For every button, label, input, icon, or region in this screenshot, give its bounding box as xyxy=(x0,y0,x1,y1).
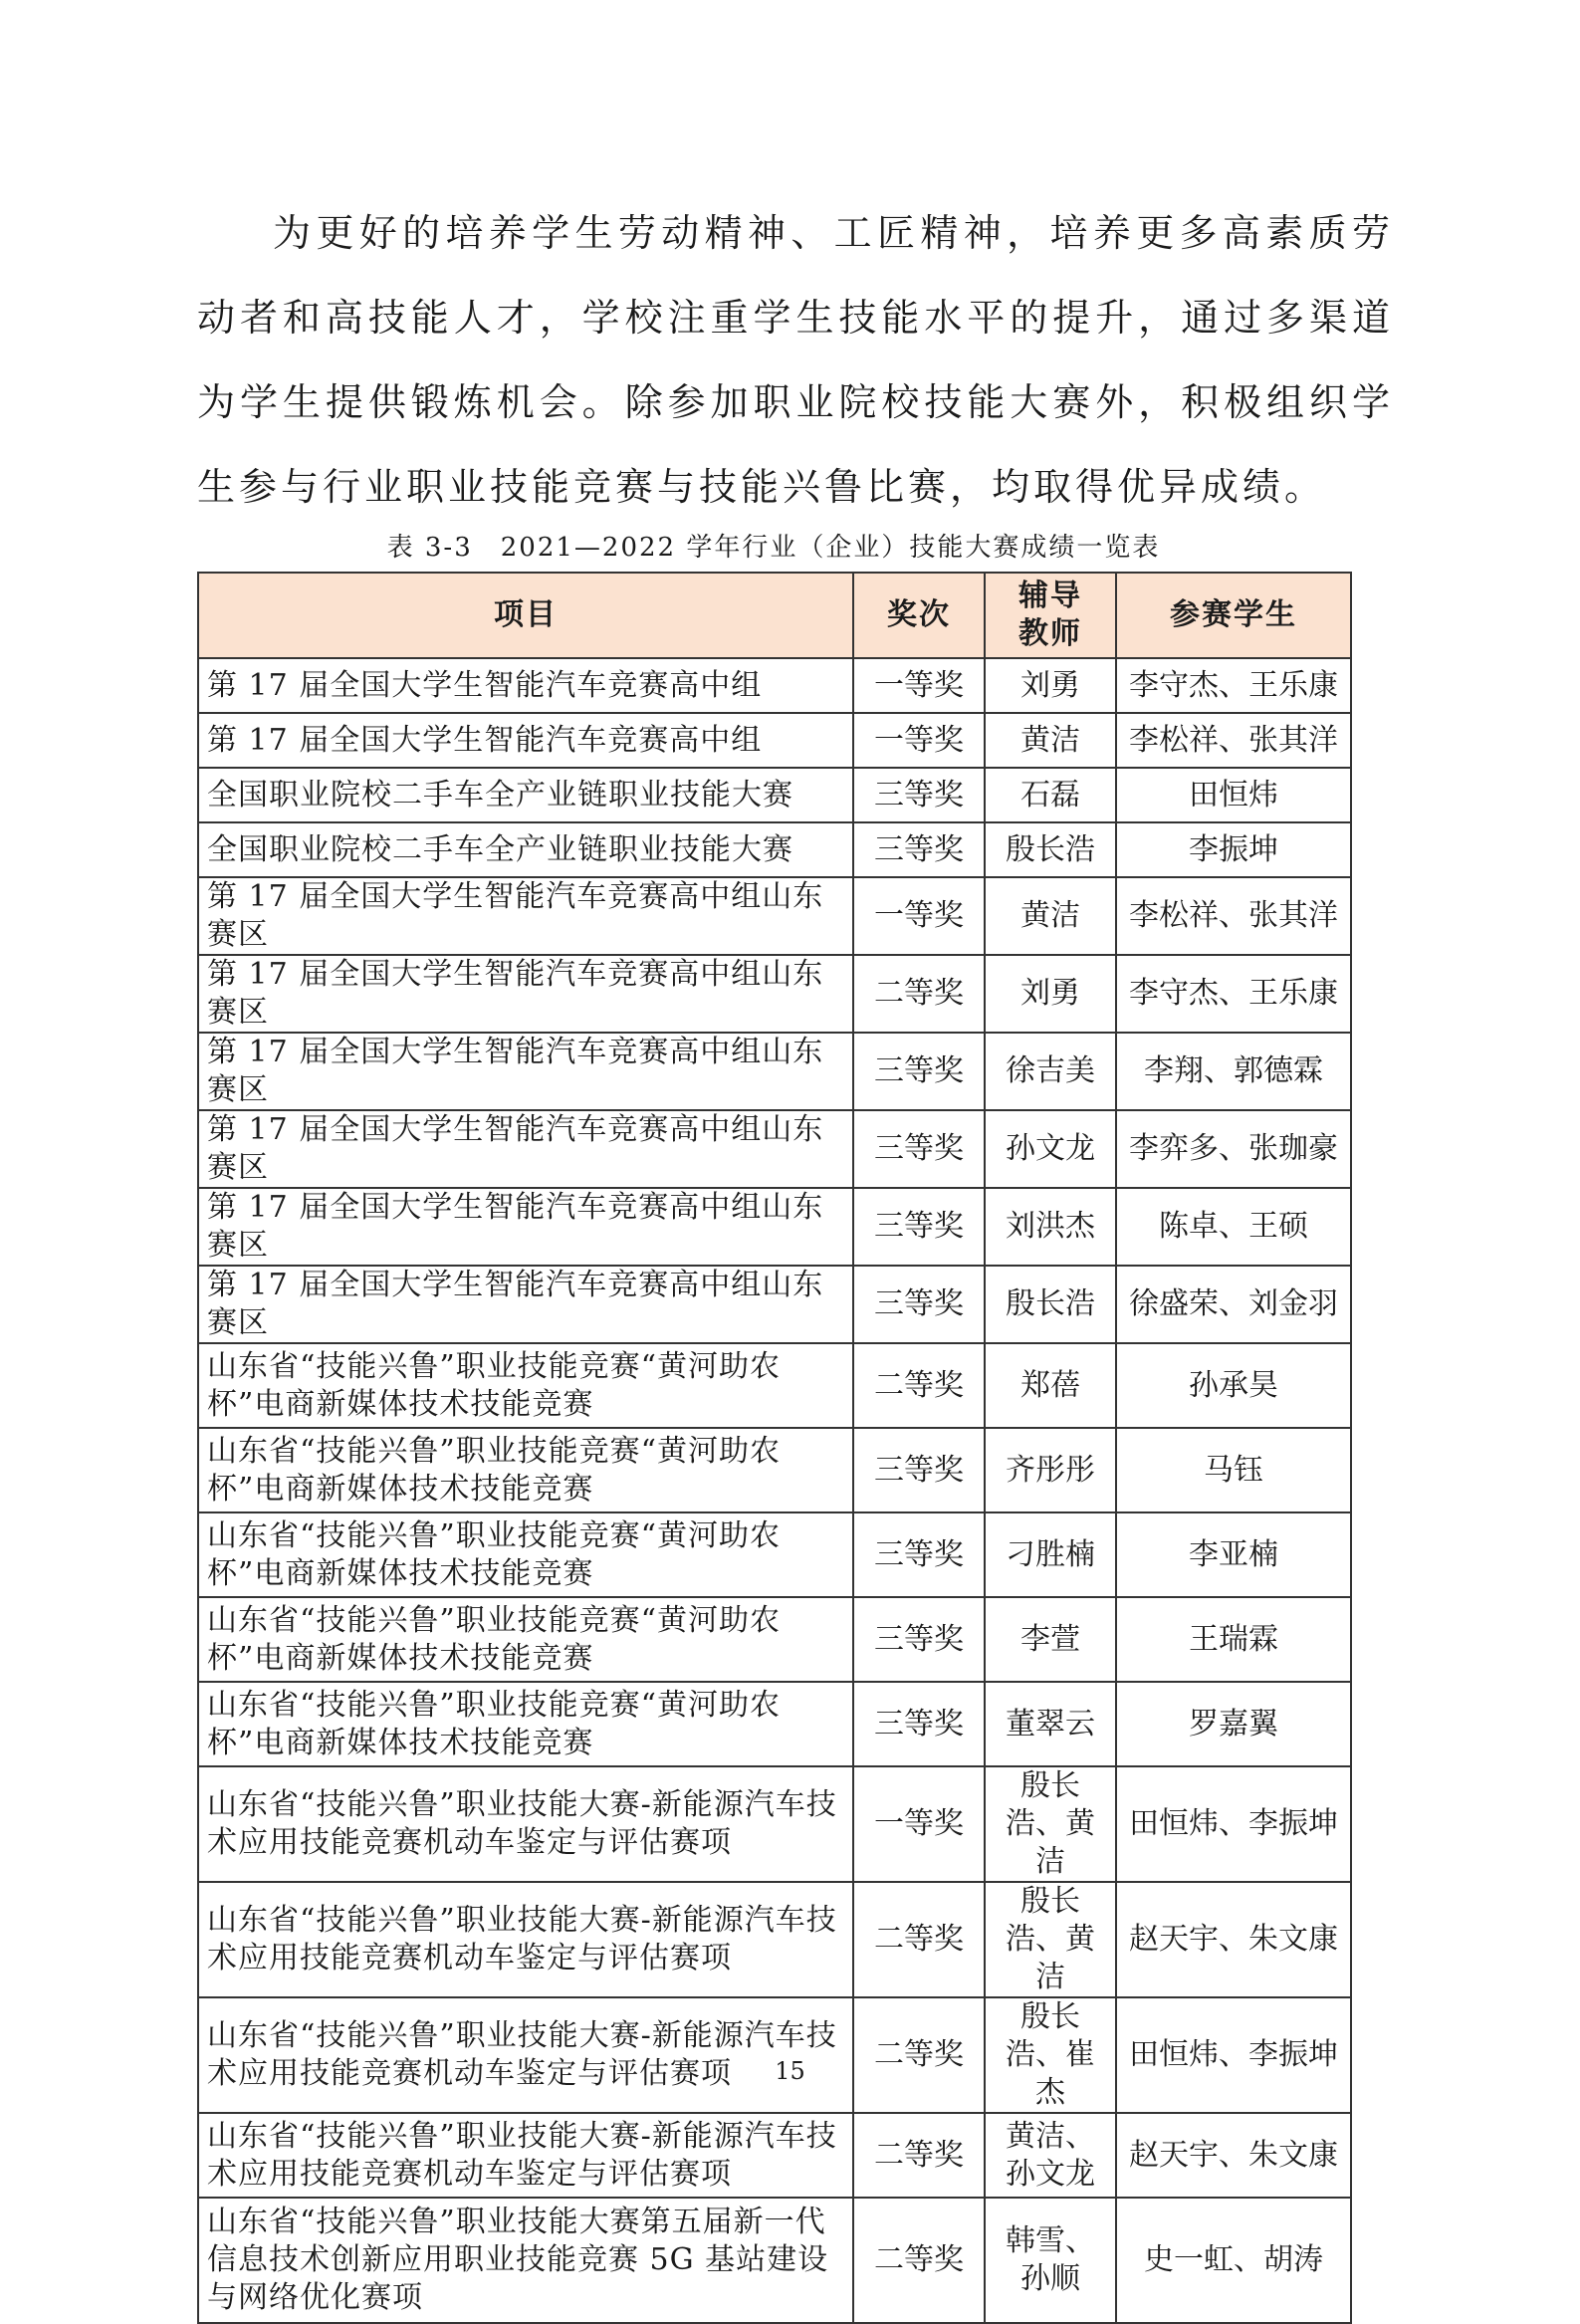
cell-students: 赵天宇、朱文康 xyxy=(1116,2113,1351,2198)
cell-students: 李翔、郭德霖 xyxy=(1116,1033,1351,1110)
cell-award: 三等奖 xyxy=(853,1188,985,1266)
cell-award: 二等奖 xyxy=(853,955,985,1033)
table-row xyxy=(198,1997,1351,2113)
cell-project: 山东省“技能兴鲁”职业技能竞赛“黄河助农杯”电商新媒体技术技能竞赛 xyxy=(198,1597,853,1682)
table-row xyxy=(198,822,1351,877)
table-row xyxy=(198,768,1351,822)
cell-project: 山东省“技能兴鲁”职业技能大赛-新能源汽车技术应用技能竞赛机动车鉴定与评估赛项 xyxy=(198,1766,853,1882)
table-row xyxy=(198,1343,1351,1428)
cell-award: 三等奖 xyxy=(853,822,985,877)
cell-award: 二等奖 xyxy=(853,1882,985,1997)
cell-teacher: 郑蓓 xyxy=(985,1343,1116,1428)
cell-teacher: 黄洁 xyxy=(985,713,1116,768)
cell-teacher: 齐彤彤 xyxy=(985,1428,1116,1512)
cell-project: 第 17 届全国大学生智能汽车竞赛高中组 xyxy=(198,713,853,768)
cell-teacher: 殷长浩、崔杰 xyxy=(985,1997,1116,2113)
table-row xyxy=(198,713,1351,768)
cell-teacher: 李萱 xyxy=(985,1597,1116,1682)
cell-award: 三等奖 xyxy=(853,1597,985,1682)
cell-teacher: 刁胜楠 xyxy=(985,1512,1116,1597)
header-award: 奖次 xyxy=(853,573,985,658)
cell-award: 三等奖 xyxy=(853,1512,985,1597)
table-row xyxy=(198,1766,1351,1882)
cell-project: 第 17 届全国大学生智能汽车竞赛高中组山东赛区 xyxy=(198,877,853,955)
body-paragraph: 为更好的培养学生劳动精神、工匠精神，培养更多高素质劳动者和高技能人才，学校注重学生技能水平的提升，通过多渠道为学生提供锻炼机会。除参加职业院校技能大赛外，积极组织学生参与行业职业技能竞赛与技能兴鲁比赛，均取得优异成绩。 xyxy=(197,211,1394,509)
cell-teacher: 董翠云 xyxy=(985,1682,1116,1766)
cell-award: 三等奖 xyxy=(853,1428,985,1512)
table-row xyxy=(198,1597,1351,1682)
cell-teacher: 殷长浩、黄洁 xyxy=(985,1882,1116,1997)
header-project: 项目 xyxy=(198,573,853,658)
cell-award: 三等奖 xyxy=(853,1110,985,1188)
cell-students: 李弈多、张珈豪 xyxy=(1116,1110,1351,1188)
cell-teacher: 孙文龙 xyxy=(985,1110,1116,1188)
cell-award: 二等奖 xyxy=(853,1997,985,2113)
table-row xyxy=(198,1266,1351,1343)
cell-award: 二等奖 xyxy=(853,2198,985,2323)
cell-project: 山东省“技能兴鲁”职业技能大赛-新能源汽车技术应用技能竞赛机动车鉴定与评估赛项 xyxy=(198,1997,853,2113)
cell-teacher: 黄洁 xyxy=(985,877,1116,955)
cell-project: 山东省“技能兴鲁”职业技能竞赛“黄河助农杯”电商新媒体技术技能竞赛 xyxy=(198,1682,853,1766)
cell-teacher: 黄洁、孙文龙 xyxy=(985,2113,1116,2198)
cell-students: 田恒炜、李振坤 xyxy=(1116,1997,1351,2113)
cell-teacher: 殷长浩 xyxy=(985,1266,1116,1343)
cell-project: 山东省“技能兴鲁”职业技能竞赛“黄河助农杯”电商新媒体技术技能竞赛 xyxy=(198,1512,853,1597)
cell-award: 二等奖 xyxy=(853,2113,985,2198)
table-header-row xyxy=(198,573,1351,658)
cell-project: 第 17 届全国大学生智能汽车竞赛高中组山东赛区 xyxy=(198,1188,853,1266)
table-caption: 表 3-3 2021—2022 学年行业（企业）技能大赛成绩一览表 xyxy=(386,533,1161,563)
table-row xyxy=(198,2198,1351,2323)
cell-teacher: 刘勇 xyxy=(985,955,1116,1033)
cell-award: 一等奖 xyxy=(853,658,985,713)
cell-project: 山东省“技能兴鲁”职业技能大赛-新能源汽车技术应用技能竞赛机动车鉴定与评估赛项 xyxy=(198,1882,853,1997)
cell-teacher: 刘勇 xyxy=(985,658,1116,713)
table-row xyxy=(198,1188,1351,1266)
table-row xyxy=(198,877,1351,955)
cell-award: 一等奖 xyxy=(853,713,985,768)
table-row xyxy=(198,1882,1351,1997)
cell-students: 李守杰、王乐康 xyxy=(1116,955,1351,1033)
cell-teacher: 殷长浩 xyxy=(985,822,1116,877)
table-row xyxy=(198,1428,1351,1512)
cell-students: 徐盛荣、刘金羽 xyxy=(1116,1266,1351,1343)
cell-students: 孙承昊 xyxy=(1116,1343,1351,1428)
cell-teacher: 韩雪、孙顺 xyxy=(985,2198,1116,2323)
cell-award: 三等奖 xyxy=(853,768,985,822)
cell-project: 山东省“技能兴鲁”职业技能大赛第五届新一代信息技术创新应用职业技能竞赛 5G 基站建设与网络优化赛项 xyxy=(198,2198,853,2323)
cell-teacher: 石磊 xyxy=(985,768,1116,822)
cell-students: 李松祥、张其洋 xyxy=(1116,877,1351,955)
cell-students: 李振坤 xyxy=(1116,822,1351,877)
cell-students: 马钰 xyxy=(1116,1428,1351,1512)
cell-teacher: 徐吉美 xyxy=(985,1033,1116,1110)
table-row xyxy=(198,955,1351,1033)
page-number: 15 xyxy=(775,2057,805,2085)
cell-award: 一等奖 xyxy=(853,877,985,955)
cell-award: 二等奖 xyxy=(853,1343,985,1428)
cell-teacher: 刘洪杰 xyxy=(985,1188,1116,1266)
cell-award: 三等奖 xyxy=(853,1033,985,1110)
table-row xyxy=(198,1033,1351,1110)
table-row xyxy=(198,1512,1351,1597)
cell-project: 山东省“技能兴鲁”职业技能竞赛“黄河助农杯”电商新媒体技术技能竞赛 xyxy=(198,1428,853,1512)
cell-project: 山东省“技能兴鲁”职业技能竞赛“黄河助农杯”电商新媒体技术技能竞赛 xyxy=(198,1343,853,1428)
table-row xyxy=(198,2113,1351,2198)
cell-students: 李松祥、张其洋 xyxy=(1116,713,1351,768)
header-students: 参赛学生 xyxy=(1116,573,1351,658)
cell-students: 赵天宇、朱文康 xyxy=(1116,1882,1351,1997)
table-row xyxy=(198,1110,1351,1188)
cell-project: 全国职业院校二手车全产业链职业技能大赛 xyxy=(198,768,853,822)
cell-project: 山东省“技能兴鲁”职业技能大赛-新能源汽车技术应用技能竞赛机动车鉴定与评估赛项 xyxy=(198,2113,853,2198)
cell-students: 田恒炜 xyxy=(1116,768,1351,822)
cell-teacher: 殷长浩、黄洁 xyxy=(985,1766,1116,1882)
cell-students: 陈卓、王硕 xyxy=(1116,1188,1351,1266)
cell-students: 罗嘉翼 xyxy=(1116,1682,1351,1766)
cell-project: 全国职业院校二手车全产业链职业技能大赛 xyxy=(198,822,853,877)
cell-project: 第 17 届全国大学生智能汽车竞赛高中组山东赛区 xyxy=(198,1110,853,1188)
cell-project: 第 17 届全国大学生智能汽车竞赛高中组山东赛区 xyxy=(198,1266,853,1343)
cell-students: 王瑞霖 xyxy=(1116,1597,1351,1682)
cell-students: 李亚楠 xyxy=(1116,1512,1351,1597)
cell-students: 李守杰、王乐康 xyxy=(1116,658,1351,713)
cell-students: 田恒炜、李振坤 xyxy=(1116,1766,1351,1882)
cell-project: 第 17 届全国大学生智能汽车竞赛高中组山东赛区 xyxy=(198,955,853,1033)
cell-award: 三等奖 xyxy=(853,1266,985,1343)
table-row xyxy=(198,658,1351,713)
cell-students: 史一虹、胡涛 xyxy=(1116,2198,1351,2323)
header-teacher: 辅导教师 xyxy=(985,573,1116,658)
cell-project: 第 17 届全国大学生智能汽车竞赛高中组山东赛区 xyxy=(198,1033,853,1110)
cell-project: 第 17 届全国大学生智能汽车竞赛高中组 xyxy=(198,658,853,713)
cell-award: 一等奖 xyxy=(853,1766,985,1882)
table-row xyxy=(198,1682,1351,1766)
cell-award: 三等奖 xyxy=(853,1682,985,1766)
